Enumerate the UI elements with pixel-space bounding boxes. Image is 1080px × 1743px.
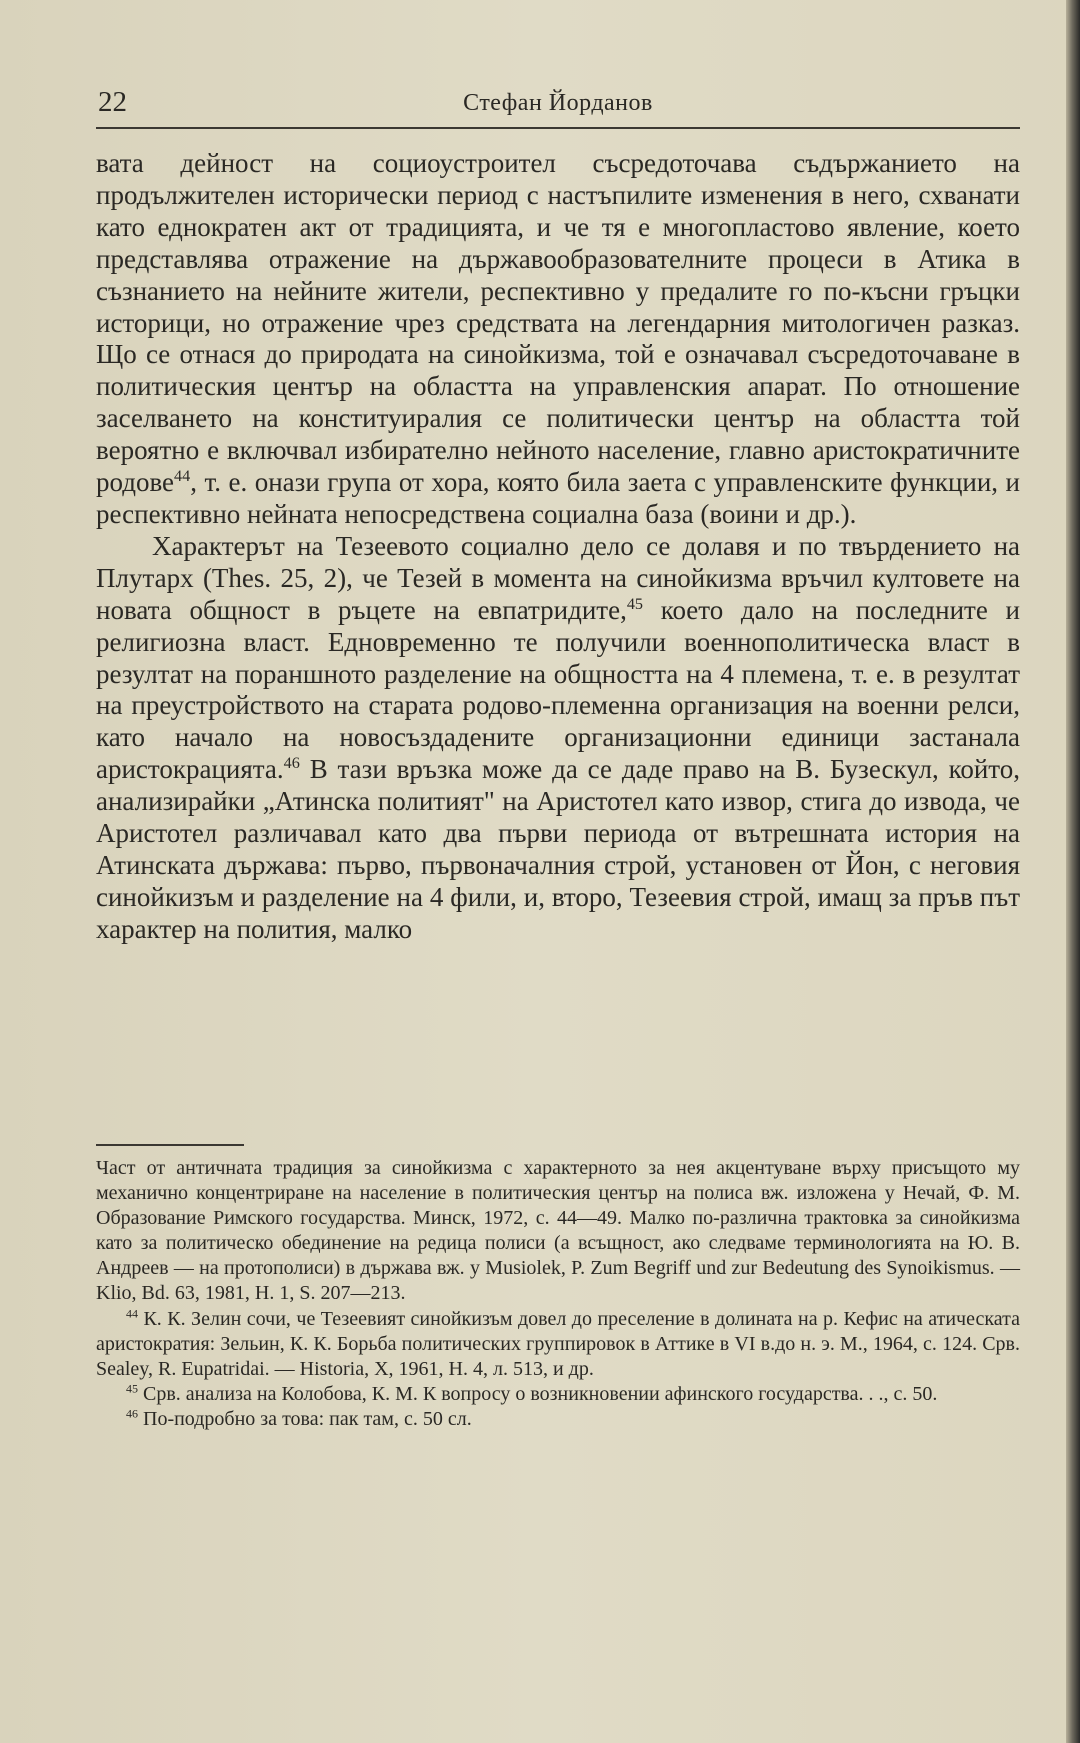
header-rule bbox=[96, 127, 1020, 129]
footnote-text: К. К. Зелин сочи, че Тезеевият синойкизъм довел до преселение в долината на р. Кефис на атическата аристократия: Зельин, К. К. Борьба политических группировок в Аттике в VI в.до н. э. М., 1964, с. 124. Срв. Sealey, R. Eupatridai. — Historia, X, 1961, H. 4, л. 513, и др. bbox=[96, 1307, 1020, 1380]
footnote-ref-45: 45 bbox=[626, 594, 644, 613]
main-text bbox=[96, 148, 1020, 946]
paragraph-1 bbox=[96, 148, 1020, 531]
paragraph-2-text-c: В тази връзка може да се даде право на В. Бузескул, който, анализирайки „Атинска политият" на Аристотел като извор, стига до извода, че Аристотел различавал като два първи периода от вътрешната история на Атинската държава: първо, първоначалния строй, установен от Йон, с неговия синойкизъм и разделение на 4 фили, и, второ, Тезеевия строй, имащ за пръв път характер на полития, малко bbox=[96, 754, 1020, 944]
footnote-number: 46 bbox=[126, 1406, 138, 1421]
page-edge-shadow bbox=[1066, 0, 1080, 1743]
paragraph-1-text: вата дейност на социоустроител съсредоточава съдържанието на продължителен исторически период с настъпилите изменения в него, схванати като еднократен акт от традицията, и че тя е многопластово явление, което представлява отражение на държавообразователните процеси в Атика в съзнанието на нейните жители, респективно у предалите го по-късни гръцки историци, но отражение чрез средствата на легендарния митологичен разказ. Що се отнася до природата на синойкизма, той е означавал съсредоточаване в политическия център на областта на управленския апарат. По отношение заселването на конституиралия се политически център на областта той вероятно е включвал избирателно нейното население, главно аристократичните родове bbox=[96, 148, 1020, 498]
footnote-45 bbox=[96, 1382, 1020, 1407]
footnotes bbox=[96, 1156, 1020, 1432]
paragraph-2 bbox=[96, 531, 1020, 946]
footnote-number: 45 bbox=[126, 1381, 138, 1396]
footnote-continuation: Част от античната традиция за синойкизма с характерното за нея акцентуване върху присъщото му механично концентриране на население в политическия център на полиса вж. изложена у Нечай, Ф. М. Образование Римского государства. Минск, 1972, с. 44—49. Малко по-различна трактовка за синойкизма като за политическо обединение на редица полиси (а всъщност, ако следваме терминологията на Ю. В. Андреев — на протополиси) в държава вж. у Musiolek, P. Zum Begriff und zur Bedeutung des Synoikismus. — Klio, Bd. 63, 1981, H. 1, S. 207—213. bbox=[96, 1157, 1020, 1305]
paragraph-2-text-a: Характерът на Тезеевото социално дело се долавя и по твърдението на Плутарх (Thes. 25, 2), че Тезей в момента на синойкизма връчил култовете на новата общност в ръцете на евпатридите, bbox=[96, 530, 1020, 625]
footnote-ref-46: 46 bbox=[283, 754, 300, 773]
footnote-46 bbox=[96, 1407, 1020, 1432]
footnote-number: 44 bbox=[126, 1305, 138, 1320]
footnote-text: Срв. анализа на Колобова, К. М. К вопросу о возникновении афинского государства. . ., с. 50. bbox=[138, 1382, 938, 1405]
page-number: 22 bbox=[98, 86, 127, 118]
paragraph-1-end: , т. е. онази група от хора, която била заета с управленските функции, и респективно нейната непосредствена социална база (воини и др.). bbox=[96, 467, 1020, 529]
paragraph-2-text-b: което дало на последните и религиозна власт. Едновременно те получили военнополитическа власт в резултат на пораншното разделение на общността на 4 племена, т. е. в резултат на преустройството на старата родово-племенна организация на военни релси, като начало на новосъздадените организационни единици застанала аристокрацията. bbox=[96, 594, 1020, 785]
footnote-text: По-подробно за това: пак там, с. 50 сл. bbox=[138, 1407, 472, 1430]
footnote-ref-44: 44 bbox=[174, 467, 191, 486]
footnote-44 bbox=[96, 1307, 1020, 1382]
page-header bbox=[96, 84, 1020, 124]
footnote-rule bbox=[96, 1144, 244, 1146]
running-head: Стефан Йорданов bbox=[463, 90, 653, 116]
